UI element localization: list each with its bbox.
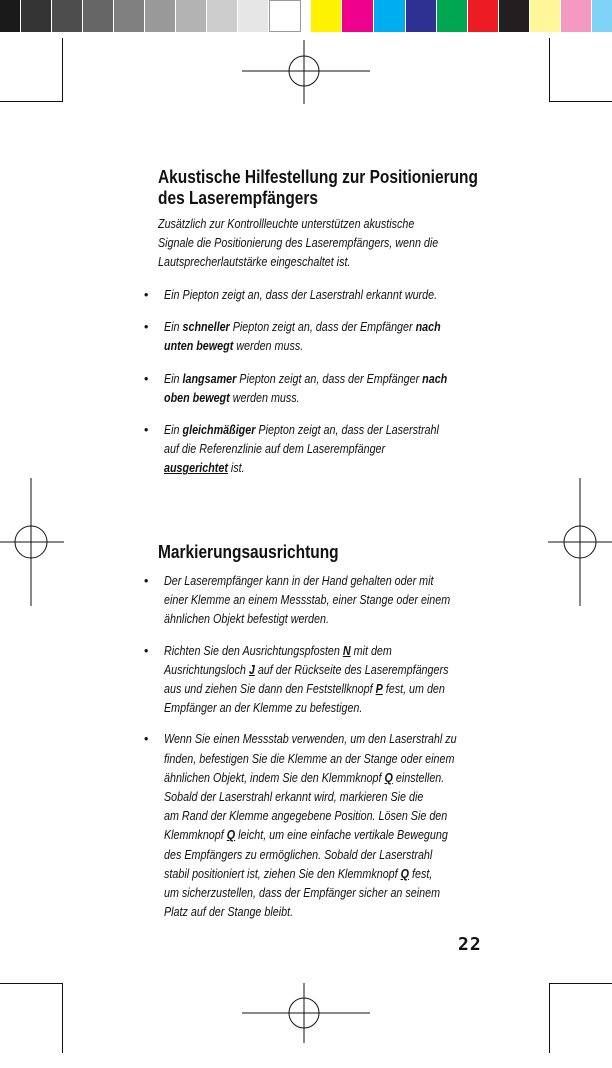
swatch-light-yellow — [530, 0, 560, 32]
text-line: Signale die Positionierung des Laserempfängers, wenn die — [158, 236, 439, 250]
bullet: • — [144, 371, 149, 386]
text-run: einstellen. — [392, 770, 445, 785]
swatch-white — [269, 0, 301, 32]
text-line: Der Laserempfänger kann in der Hand gehalten oder mit — [164, 574, 434, 588]
text-line: einer Klemme an einem Messstab, einer Stange oder einem — [164, 593, 451, 608]
text-run: aus und ziehen Sie dann den Feststellknopf — [164, 682, 376, 697]
intro-paragraph — [158, 215, 468, 272]
crop-mark — [0, 983, 62, 984]
registration-mark-bottom — [242, 983, 370, 1043]
emphasis: schneller — [182, 320, 230, 335]
text-run: Piepton zeigt an, dass der Empfänger — [236, 371, 423, 386]
text-run: Ein — [164, 371, 183, 386]
text-run: Ein Piepton zeigt an, dass der Laserstrahl erkannt wurde. — [164, 288, 438, 302]
swatch-red — [468, 0, 498, 32]
swatch-gray-1 — [0, 0, 20, 32]
title-line: des Laserempfängers — [158, 188, 319, 208]
part-reference-letter: Q — [226, 828, 236, 843]
registration-mark-right — [548, 478, 612, 606]
swatch-blue — [406, 0, 436, 32]
bullet-list — [144, 572, 490, 922]
list-item — [144, 421, 490, 479]
text-run: Piepton zeigt an, dass der Empfänger — [229, 320, 416, 335]
list-item — [144, 318, 490, 356]
text-run: werden muss. — [229, 390, 300, 405]
part-reference-letter: Q — [400, 866, 409, 881]
list-item — [144, 730, 490, 922]
text-run: Platz auf der Stange bleibt. — [164, 905, 294, 920]
color-calibration-bar — [0, 0, 612, 32]
swatch-pink — [561, 0, 591, 32]
bullet: • — [144, 423, 149, 438]
text-run: Piepton zeigt an, dass der Laserstrahl — [255, 423, 439, 438]
text-run: ist. — [227, 461, 245, 476]
registration-mark-top — [242, 40, 370, 104]
emphasis: ausgerichtet — [164, 461, 228, 476]
swatch-yellow — [311, 0, 341, 32]
page-number: 22 — [458, 934, 482, 955]
text-run: finden, befestigen Sie die Klemme an der Stange oder einem — [164, 751, 455, 766]
emphasis: unten bewegt — [164, 339, 234, 354]
text-line: Lautsprecherlautstärke eingeschaltet ist. — [158, 255, 351, 269]
part-reference-letter: N — [342, 643, 351, 658]
bullet: • — [144, 732, 149, 747]
list-item — [144, 572, 490, 630]
text-run: am Rand der Klemme angegebene Position. Lösen Sie den — [164, 809, 448, 824]
swatch-black — [499, 0, 529, 32]
crop-mark — [549, 101, 612, 102]
crop-mark — [549, 983, 612, 984]
emphasis: langsamer — [182, 371, 237, 386]
swatch-gray-8 — [207, 0, 237, 32]
part-reference-letter: P — [375, 682, 383, 697]
section-acoustic-assistance — [144, 167, 490, 492]
crop-mark — [62, 38, 63, 102]
swatch-gray-9 — [238, 0, 268, 32]
crop-mark — [62, 983, 63, 1053]
swatch-gray-2 — [21, 0, 51, 32]
emphasis: nach — [422, 371, 448, 386]
swatch-light-cyan — [592, 0, 612, 32]
text-run: fest, um den — [382, 682, 445, 697]
crop-mark — [549, 38, 550, 102]
swatch-gray-7 — [176, 0, 206, 32]
section-title — [158, 167, 485, 209]
bullet: • — [144, 643, 149, 658]
emphasis: oben bewegt — [164, 390, 230, 405]
swatch-magenta — [342, 0, 373, 32]
text-run: um sicherzustellen, dass der Empfänger sicher an seinem — [164, 886, 441, 901]
bullet: • — [144, 320, 149, 335]
swatch-cyan — [374, 0, 405, 32]
text-run: Sobald der Laserstrahl erkannt wird, markieren Sie die — [164, 790, 424, 805]
list-item — [144, 642, 490, 719]
crop-mark — [549, 983, 550, 1053]
bullet: • — [144, 574, 149, 588]
text-run: fest, — [408, 866, 433, 881]
text-run: Empfänger an der Klemme zu befestigen. — [164, 701, 363, 716]
bullet-list — [144, 286, 490, 479]
swatch-green — [437, 0, 467, 32]
emphasis: gleichmäßiger — [182, 423, 256, 438]
text-run: Richten Sie den Ausrichtungspfosten — [164, 643, 343, 658]
list-item — [144, 370, 490, 408]
text-run: stabil positioniert ist, ziehen Sie den Klemmknopf — [164, 866, 401, 881]
section-title: Markierungsausrichtung — [158, 542, 339, 562]
swatch-gray-4 — [83, 0, 113, 32]
title-line: Akustische Hilfestellung zur Positionierung — [158, 167, 478, 187]
list-item — [144, 286, 490, 305]
swatch-gray-5 — [114, 0, 144, 32]
text-run: Wenn Sie einen Messstab verwenden, um den Laserstrahl zu — [164, 732, 457, 747]
text-run: mit dem — [350, 643, 392, 658]
swatch-gray-3 — [52, 0, 82, 32]
text-run: ähnlichen Objekt, indem Sie den Klemmknopf — [164, 770, 385, 785]
text-run: Ein — [164, 320, 183, 335]
text-run: Ausrichtungsloch — [164, 662, 249, 677]
text-line: ähnlichen Objekt befestigt werden. — [164, 612, 329, 627]
emphasis: nach — [415, 320, 441, 335]
text-run: des Empfängers zu ermöglichen. Sobald der Laserstrahl — [164, 847, 433, 862]
text-run: auf die Referenzlinie auf dem Laserempfänger — [164, 442, 386, 457]
text-line: Zusätzlich zur Kontrollleuchte unterstützen akustische — [158, 217, 415, 231]
registration-mark-left — [0, 478, 64, 606]
text-run: auf der Rückseite des Laserempfängers — [254, 662, 449, 677]
crop-mark — [0, 101, 62, 102]
swatch-gray-6 — [145, 0, 175, 32]
part-reference-letter: J — [248, 662, 255, 677]
text-run: werden muss. — [233, 339, 304, 354]
part-reference-letter: Q — [384, 770, 393, 785]
text-run: leicht, um eine einfache vertikale Bewegung — [235, 828, 448, 843]
text-run: Ein — [164, 423, 183, 438]
text-run: Klemmknopf — [164, 828, 227, 843]
section-mark-alignment — [144, 542, 490, 935]
bullet: • — [144, 288, 149, 302]
